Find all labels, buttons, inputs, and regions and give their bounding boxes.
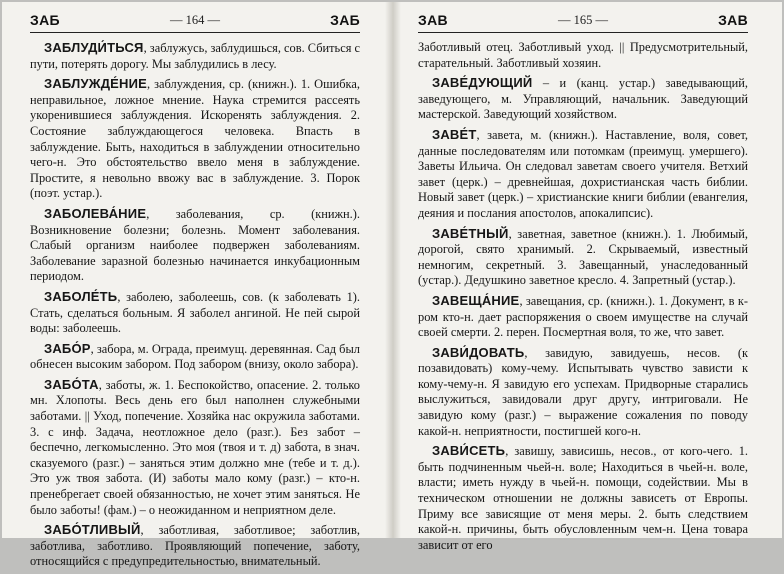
left-page [2,2,384,569]
dictionary-entry [418,75,748,123]
entry-definition: , завишу, зависишь, несов., от кого-чего. 1. быть подчиненным чьей-н. воле; Находиться в чьей-н. воле, власти; иметь нужду в чьей-н. помощи, содействии. Мы в техническом отношении не должны зависеть от Европы. Приму все зависящие от меня меры. 2. быть следствием какой-н. причины, быть обусловленным чем-н. Цена товара зависит от его [418,444,748,552]
entry-definition: , завидую, завидуешь, несов. (к позавидовать) кому-чему. Испытывать чувство зависти к кому-чему-н. Я завидую его успехам. Придворные старались выслужиться, завидовали друг другу, интриговали. Не завидую кому (разг.) – выражение сожаления по поводу какой-н. неприятности, постигшей кого-н. [418,345,748,438]
left-page-number: — 164 — [170,12,220,27]
right-page-number: — 165 — [558,12,608,27]
dictionary-entry [30,289,360,337]
entry-headword: ЗАВЕ́ДУЮЩИЙ [432,75,533,91]
entry-definition: , заблужусь, заблудишься, сов. Сбиться с пути, потерять дорогу. Мы заблудились в лесу. [30,41,360,71]
dictionary-entry [30,341,360,373]
entry-headword: ЗАБОЛЕ́ТЬ [44,288,118,304]
entry-definition: , заветная, заветное (книжн.). 1. Любимый, дорогой, свято хранимый. 2. Скрываемый, известный немногим, секретный. 3. Завещанный, унаследованный (устар.). Дедушкино заветное кресло. 4. Запретный (устар.). [418,226,748,288]
entry-headword: ЗАБО́Р [44,340,91,356]
entry-definition: , завета, м. (книжн.). Наставление, воля, совет, данные последователям или потомкам (преимущ. умершего). Заветы Ильича. Он следовал заветам своего учителя. Ветхий завет (церк.) – древнейшая, дохристианская часть библии. Новый завет (церк.) – христианские книги библии (евангелия, деяния и послания апостолов, апокалипсис). [418,127,748,220]
book-gutter [385,2,401,538]
left-header-guide-word-2: ЗАБ [330,12,360,28]
entry-headword: ЗАВЕ́ТНЫЙ [432,225,509,241]
entry-headword: ЗАВЕ́Т [432,126,477,142]
entry-definition: , заболею, заболеешь, сов. (к заболевать 1). Стать, сделаться больным. Я заболел ангиной. Не пей сырой воды: заболеешь. [30,289,360,336]
entry-definition: , заботливая, заботливое; заботлив, заботлива, заботливо. Проявляющий попечение, заботу, относящийся с предупредительностью, внимательный. [30,523,360,569]
entry-headword: ЗАВИ́ДОВАТЬ [432,344,525,360]
entry-definition: , заблуждения, ср. (книжн.). 1. Ошибка, неправильное, ложное мнение. Наука стремится рассеять укоренившиеся заблуждения. Искоренять заблуждения. 2. Состояние заблуждающегося человека. Впасть в заблуждение. Быть, находиться в заблуждении относительно чего-н. Это обстоятельство ввело меня в заблуждение. Простите, я невольно ввожу вас в заблуждение. 3. Порок (поэт. устар.). [30,77,360,201]
entry-headword: ЗАБЛУДИ́ТЬСЯ [44,40,144,55]
right-page [400,2,782,552]
book-spread [2,2,782,569]
dictionary-entry [418,293,748,341]
left-header-guide-word-1: ЗАБ [30,12,60,28]
dictionary-entry [418,127,748,222]
entry-headword: ЗАВЕЩА́НИЕ [432,292,520,308]
right-header-guide-word-2: ЗАВ [718,12,748,28]
entry-continuation: Заботливый отец. Заботливый уход. || Предусмотрительный, старательный. Заботливый хозяин. [418,40,748,70]
left-page-text [30,40,360,574]
dictionary-entry [30,522,360,570]
dictionary-entry [418,345,748,440]
entry-headword: ЗАБЛУЖДЕ́НИЕ [44,76,148,92]
entry-headword: ЗАБО́ТЛИВЫЙ [44,522,141,538]
dictionary-entry [30,76,360,202]
right-running-header [418,8,748,33]
entry-definition: , заботы, ж. 1. Беспокойство, опасение. 2. только мн. Хлопоты. Весь день его был наполнен служебными заботами. || Уход, попечение. Хозяйка нас окружила заботами. 3. с инф. Задача, неотложное дело (разг.). Без забот – беспечно, легкомысленно. Это моя (твоя и т. д) забота, в знач. сказуемого (разг.) – заняться этим должно мне (тебе и т. д.). Это уж твоя забота. (И) заботы мало кому (разг.) – кто-н. пренебрегает своей обязанностью, не хочет этим заняться. Не было заботы! (фам.) – о неожиданном и неприятном деле. [30,377,360,517]
dictionary-entry [30,377,360,518]
right-page-text [418,40,748,557]
entry-definition: , завещания, ср. (книжн.). 1. Документ, в к-ром кто-н. дает распоряжения о своем имуществе на случай своей смерти. 2. перен. Посмертная воля, то же, что завет. [418,293,748,340]
entry-headword: ЗАБО́ТА [44,376,99,392]
entry-headword: ЗАВИ́СЕТЬ [432,443,506,459]
dictionary-entry [418,443,748,553]
dictionary-entry [418,226,748,289]
dictionary-entry [30,206,360,285]
dictionary-entry [30,40,360,72]
entry-definition: – и (канц. устар.) заведывающий, заведующего, м. Управляющий, начальник. Заведующий мастерской. Заведующий хозяйством. [418,76,748,122]
entry-definition: , забора, м. Ограда, преимущ. деревянная. Сад был обнесен высоким забором. Под забором (внизу, около забора). [30,341,360,372]
entry-definition: , заболевания, ср. (книжн.). Возникновение болезни; болезнь. Момент заболевания. Слабый организм наиболее подвержен заболеваниям. Заболевание заразной болезнью начинается инкубационным периодом. [30,206,360,284]
left-running-header [30,8,360,33]
entry-headword: ЗАБОЛЕВА́НИЕ [44,205,147,221]
right-header-guide-word-1: ЗАВ [418,12,448,28]
